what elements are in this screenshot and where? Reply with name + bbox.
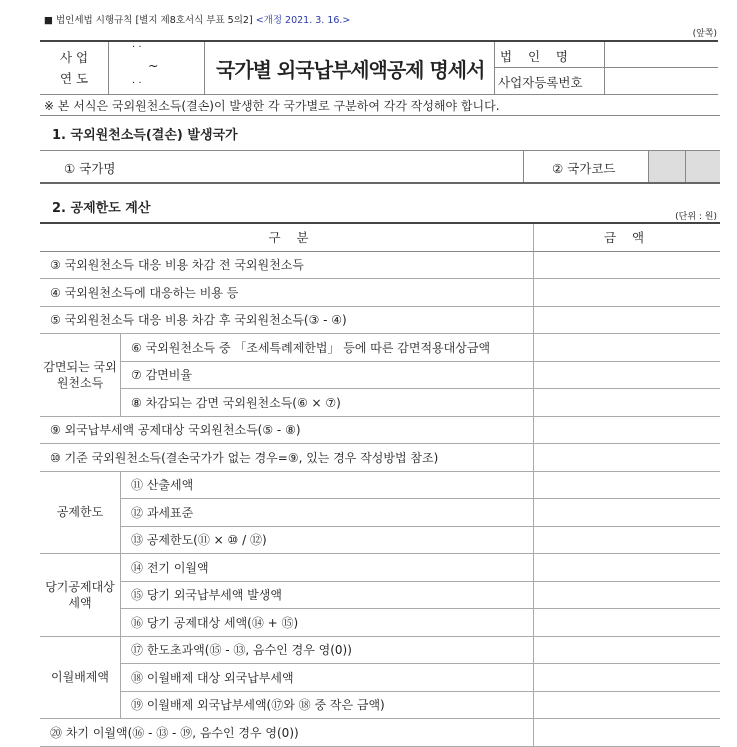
row-label: ⑥ 국외원천소득 중 「조세특례제한법」 등에 따른 감면적용대상금액 bbox=[121, 334, 534, 362]
form-header-box bbox=[40, 40, 718, 95]
form-title: 국가별 외국납부세액공제 명세서 bbox=[216, 58, 485, 82]
table-row bbox=[40, 416, 720, 444]
row-label: ⑬ 공제한도(⑪ × ⑩ / ⑫) bbox=[121, 526, 534, 554]
row-label: ⑧ 차감되는 감면 국외원천소득(⑥ × ⑦) bbox=[121, 389, 534, 417]
front-page-mark: (앞쪽) bbox=[692, 29, 717, 39]
country-name-label: ① 국가명 bbox=[64, 161, 116, 176]
amount-cell[interactable] bbox=[534, 664, 721, 692]
row-label: ⑳ 차기 이월액(⑯ - ⑬ - ⑲, 음수인 경우 영(0)) bbox=[40, 719, 534, 747]
table-row bbox=[40, 361, 720, 389]
table-row bbox=[40, 279, 720, 307]
table-row bbox=[40, 526, 720, 554]
row-label: ⑩ 기준 국외원천소득(결손국가가 없는 경우=⑨, 있는 경우 작성방법 참조) bbox=[40, 444, 534, 472]
amount-cell[interactable] bbox=[534, 581, 721, 609]
table-row bbox=[40, 389, 720, 417]
row-label: ⑲ 이월배제 외국납부세액(⑰와 ⑱ 중 작은 금액) bbox=[121, 691, 534, 719]
table-row bbox=[40, 471, 720, 499]
table-header-row bbox=[40, 223, 720, 251]
row-label: ⑱ 이월배제 대상 외국납부세액 bbox=[121, 664, 534, 692]
deduction-table bbox=[40, 222, 720, 747]
row-label: ⑪ 산출세액 bbox=[121, 471, 534, 499]
row-label: ⑨ 외국납부세액 공제대상 국외원천소득(⑤ - ⑧) bbox=[40, 416, 534, 444]
amount-cell[interactable] bbox=[534, 251, 721, 279]
amount-cell[interactable] bbox=[534, 389, 721, 417]
country-code-label: ② 국가코드 bbox=[552, 161, 616, 176]
table-row bbox=[40, 499, 720, 527]
table-row bbox=[40, 636, 720, 664]
row-label: ⑫ 과세표준 bbox=[121, 499, 534, 527]
amount-header: 금 액 bbox=[534, 223, 721, 251]
row-label: ⑦ 감면비율 bbox=[121, 361, 534, 389]
table-row bbox=[40, 444, 720, 472]
table-row bbox=[40, 664, 720, 692]
row-label: ④ 국외원천소득에 대응하는 비용 등 bbox=[40, 279, 534, 307]
amount-cell[interactable] bbox=[534, 306, 721, 334]
amount-cell[interactable] bbox=[534, 609, 721, 637]
table-row bbox=[40, 581, 720, 609]
fiscal-year-label-2: 연 도 bbox=[60, 71, 89, 86]
table-row bbox=[40, 334, 720, 362]
table-row bbox=[40, 554, 720, 582]
group-current-target: 당기공제대상세액 bbox=[40, 554, 121, 637]
country-row bbox=[40, 150, 720, 184]
amount-cell[interactable] bbox=[534, 499, 721, 527]
group-deduction-limit: 공제한도 bbox=[40, 471, 121, 554]
table-row bbox=[40, 609, 720, 637]
unit-label: (단위 : 원) bbox=[675, 212, 717, 222]
table-row bbox=[40, 306, 720, 334]
instruction-note: ※ 본 서식은 국외원천소득(결손)이 발생한 각 국가별로 구분하여 각각 작성해야 합니다. bbox=[44, 99, 500, 113]
row-label: ③ 국외원천소득 대응 비용 차감 전 국외원천소득 bbox=[40, 251, 534, 279]
row-label: ⑤ 국외원천소득 대응 비용 차감 후 국외원천소득(③ - ④) bbox=[40, 306, 534, 334]
amount-cell[interactable] bbox=[534, 719, 721, 747]
row-label: ⑰ 한도초과액(⑮ - ⑬, 음수인 경우 영(0)) bbox=[121, 636, 534, 664]
fiscal-year-label-1: 사 업 bbox=[60, 50, 89, 65]
group-carry-excluded: 이월배제액 bbox=[40, 636, 121, 719]
section2-title: 2. 공제한도 계산 bbox=[52, 201, 151, 216]
amount-cell[interactable] bbox=[534, 636, 721, 664]
form-ref-text: ■ 법인세법 시행규칙 [별지 제8호서식 부표 5의2] bbox=[44, 15, 253, 26]
table-row bbox=[40, 691, 720, 719]
amount-cell[interactable] bbox=[534, 471, 721, 499]
table-row bbox=[40, 719, 720, 747]
division-header: 구 분 bbox=[40, 223, 534, 251]
period-dots-bottom: · · bbox=[132, 78, 142, 89]
period-tilde: ~ bbox=[148, 58, 159, 73]
amount-cell[interactable] bbox=[534, 526, 721, 554]
amount-cell[interactable] bbox=[534, 691, 721, 719]
section1-title: 1. 국외원천소득(결손) 발생국가 bbox=[52, 128, 238, 143]
row-label: ⑯ 당기 공제대상 세액(⑭ + ⑮) bbox=[121, 609, 534, 637]
corporation-name-label: 법 인 명 bbox=[500, 49, 569, 64]
amount-cell[interactable] bbox=[534, 444, 721, 472]
amount-cell[interactable] bbox=[534, 279, 721, 307]
row-label: ⑮ 당기 외국납부세액 발생액 bbox=[121, 581, 534, 609]
period-dots-top: · · bbox=[132, 42, 142, 53]
row-label: ⑭ 전기 이월액 bbox=[121, 554, 534, 582]
group-reduced-income: 감면되는 국외원천소득 bbox=[40, 334, 121, 417]
table-row bbox=[40, 251, 720, 279]
revision-date: <개정 2021. 3. 16.> bbox=[255, 15, 351, 26]
amount-cell[interactable] bbox=[534, 361, 721, 389]
amount-cell[interactable] bbox=[534, 554, 721, 582]
business-number-label: 사업자등록번호 bbox=[498, 75, 583, 90]
amount-cell[interactable] bbox=[534, 416, 721, 444]
amount-cell[interactable] bbox=[534, 334, 721, 362]
form-reference bbox=[44, 12, 350, 26]
